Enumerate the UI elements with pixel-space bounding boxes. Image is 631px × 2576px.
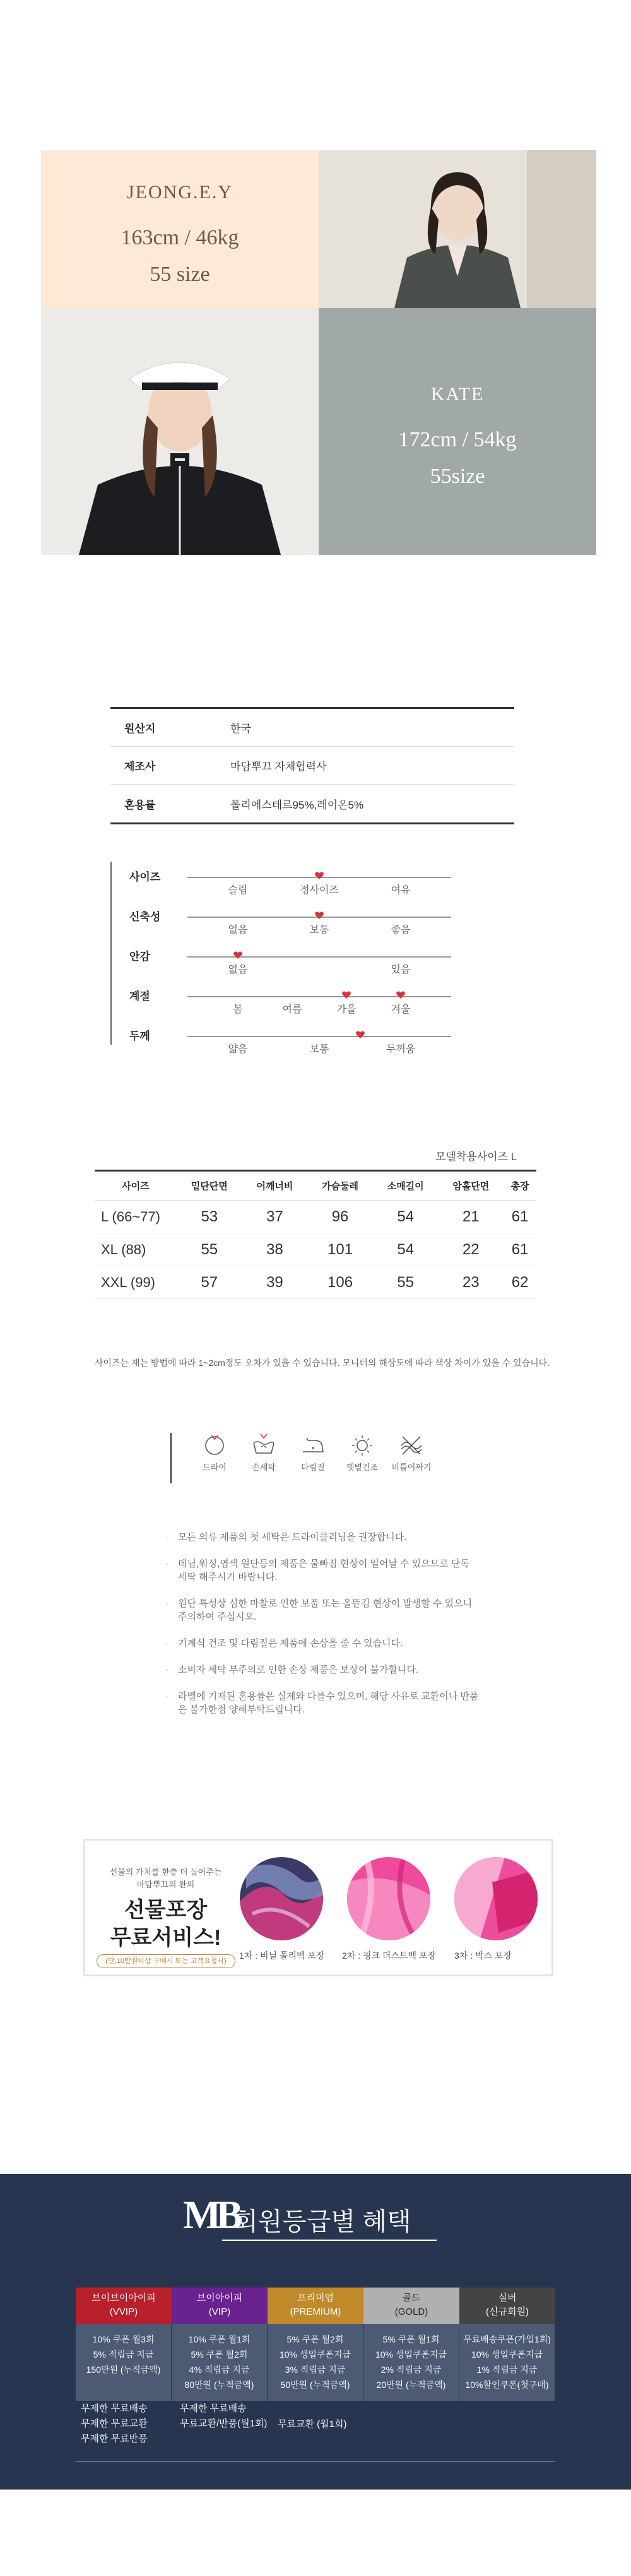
benefit-item: 3% 적립금 지급 xyxy=(285,2365,346,2375)
hand-wash-icon xyxy=(250,1432,278,1457)
membership-section xyxy=(0,2174,631,2490)
grade-name: 실버 xyxy=(498,2293,517,2303)
header-cell: 암홀단면 xyxy=(439,1171,504,1201)
size-table xyxy=(95,1170,536,1299)
info-label: 혼용률 xyxy=(124,798,156,811)
model-size: 55size xyxy=(430,465,485,488)
grade-header xyxy=(172,2288,268,2324)
benefit-item: 4% 적립금 지급 xyxy=(189,2365,250,2375)
size-cell: 39 xyxy=(242,1266,308,1299)
info-row-material xyxy=(110,785,514,822)
model-name: JEONG.E.Y xyxy=(127,182,233,203)
gift-image-dustbag xyxy=(347,1857,430,1940)
grade-name: 브이아이피 xyxy=(196,2293,243,2303)
feature-label: 두께 xyxy=(129,1030,150,1042)
wash-label: 손세탁 xyxy=(252,1463,276,1472)
info-value: 한국 xyxy=(230,723,251,735)
feature-scale-line xyxy=(187,956,451,958)
gift-image-polybag xyxy=(240,1857,323,1940)
gift-wrap-banner xyxy=(83,1839,553,1976)
benefit-item: 10% 생일쿠폰지급 xyxy=(279,2349,351,2359)
shipping-benefit xyxy=(81,2401,148,2447)
model-height-weight: 163cm / 46kg xyxy=(121,226,239,249)
feature-option: 두꺼움 xyxy=(386,1044,416,1055)
heart-icon xyxy=(314,910,324,920)
feature-option: 슬림 xyxy=(228,885,248,896)
grade-header xyxy=(363,2288,459,2324)
info-label: 원산지 xyxy=(124,723,156,735)
brand-logo: MB xyxy=(183,2192,239,2237)
bullet-icon: · xyxy=(165,1532,168,1543)
size-cell: 54 xyxy=(373,1201,439,1233)
grade-benefits xyxy=(76,2324,172,2401)
benefit-item: 80만원 (누적금액) xyxy=(184,2380,254,2390)
table-row xyxy=(95,1266,536,1299)
wash-label: 다림질 xyxy=(301,1463,325,1472)
grade-sub: (GOLD) xyxy=(394,2306,428,2317)
membership-heading: 회원등급별 혜택 xyxy=(233,2208,411,2236)
gift-subtitle-line: 선물의 가치를 한층 더 높여주는 xyxy=(109,1867,222,1877)
model-info-kate xyxy=(319,384,596,495)
size-cell: 23 xyxy=(439,1266,504,1299)
table-row xyxy=(95,1201,536,1233)
shipping-item: 무제한 무료배송 xyxy=(180,2403,247,2414)
size-cell: 62 xyxy=(504,1266,536,1299)
sun-dry-icon xyxy=(348,1432,376,1457)
wash-label: 햇볕건조 xyxy=(346,1463,379,1472)
benefit-item: 10% 생일쿠폰지급 xyxy=(471,2349,543,2359)
feature-option: 여유 xyxy=(391,885,411,896)
no-bleach-icon xyxy=(398,1432,425,1457)
size-cell: 96 xyxy=(307,1201,373,1233)
wash-item-sundry xyxy=(337,1432,387,1473)
header-cell: 소매길이 xyxy=(373,1171,439,1201)
size-cell: L (66~77) xyxy=(95,1201,177,1233)
header-cell: 어깨너비 xyxy=(242,1171,308,1201)
feature-option: 없음 xyxy=(228,965,248,975)
product-info-table xyxy=(110,707,514,824)
shipping-item: 무제한 무료배송 xyxy=(81,2403,148,2414)
bullet-icon: · xyxy=(165,1638,168,1649)
grade-header xyxy=(459,2288,555,2324)
size-cell: 22 xyxy=(439,1233,504,1266)
header-cell: 밑단단면 xyxy=(177,1171,242,1201)
benefit-item: 1% 적립금 지급 xyxy=(476,2365,538,2375)
grade-sub: (VIP) xyxy=(208,2306,231,2317)
table-row xyxy=(95,1233,536,1266)
feature-option: 좋음 xyxy=(391,925,411,935)
model-size-caption: 모델착용사이즈 L xyxy=(435,1151,517,1163)
wash-item-iron xyxy=(288,1432,338,1473)
heart-icon xyxy=(341,990,351,1000)
size-cell: 38 xyxy=(242,1233,308,1266)
grade-benefits xyxy=(363,2324,459,2401)
feature-option: 보통 xyxy=(309,1044,329,1055)
gift-subtitle-line: 마담뿌끄의 완의 xyxy=(136,1880,195,1889)
shipping-benefit xyxy=(180,2401,267,2431)
list-item xyxy=(165,1690,481,1716)
bullet-icon: · xyxy=(165,1691,168,1702)
shipping-item: 무제한 무료교환 xyxy=(81,2418,148,2429)
benefit-item: 10% 쿠폰 월1회 xyxy=(188,2334,251,2344)
size-cell: 53 xyxy=(177,1201,242,1233)
info-row-origin xyxy=(110,709,514,747)
feature-option: 얇음 xyxy=(228,1044,248,1055)
size-cell: 21 xyxy=(439,1201,504,1233)
benefit-item: 2% 적립금 지급 xyxy=(380,2365,442,2375)
benefit-item: 50만원 (누적금액) xyxy=(280,2380,350,2390)
model-info-jeong xyxy=(41,182,319,293)
feature-option: 봄 xyxy=(233,1004,243,1015)
header-cell: 총장 xyxy=(504,1171,536,1201)
size-cell: 54 xyxy=(373,1233,439,1266)
list-item xyxy=(165,1637,481,1650)
title-underline xyxy=(222,2240,437,2241)
grade-header xyxy=(268,2288,363,2324)
size-cell: 101 xyxy=(307,1233,373,1266)
feature-label: 신축성 xyxy=(129,911,161,923)
bullet-icon: · xyxy=(165,1558,168,1569)
feature-label: 계절 xyxy=(129,990,150,1002)
grade-sub: (PREMIUM) xyxy=(290,2306,341,2317)
gift-caption: 2차 : 핑크 더스트백 포장 xyxy=(342,1950,436,1961)
shipping-item: 무료교환 (월1회) xyxy=(278,2419,347,2430)
gift-title xyxy=(85,1896,246,1952)
list-item xyxy=(165,1531,481,1544)
gift-condition-badge: (단,10만원이상 구매시 또는 고객요청시) xyxy=(97,1954,235,1968)
wash-label: 드라이 xyxy=(203,1463,227,1472)
care-text: 데님,워싱,염색 원단등의 제품은 물빠짐 현상이 일어날 수 있으므로 단독 세탁 해주시기 바랍니다. xyxy=(178,1558,469,1582)
header-cell: 사이즈 xyxy=(95,1171,177,1201)
benefit-item: 5% 쿠폰 월1회 xyxy=(382,2334,440,2344)
dry-clean-icon xyxy=(201,1432,228,1457)
model-photo-jeong xyxy=(319,150,596,308)
info-label: 제조사 xyxy=(124,761,156,773)
wash-item-dry xyxy=(189,1432,240,1473)
header-cell: 가슴둘레 xyxy=(307,1171,373,1201)
feature-option: 가을 xyxy=(336,1004,357,1015)
grade-name: 골드 xyxy=(402,2293,421,2303)
gift-caption: 3차 : 박스 포장 xyxy=(454,1950,512,1961)
feature-label: 사이즈 xyxy=(129,871,161,883)
benefit-item: 5% 적립금 지급 xyxy=(93,2349,154,2359)
grade-sub: (신규회원) xyxy=(486,2306,529,2317)
size-cell: 57 xyxy=(177,1266,242,1299)
care-text: 라벨에 기재된 혼용률은 실제와 다를수 있으며, 해당 사유로 교환이나 반품은 불가한점 양해부탁드립니다. xyxy=(178,1691,479,1715)
info-value: 마담뿌끄 자체협력사 xyxy=(230,761,327,773)
bullet-icon: · xyxy=(165,1598,168,1609)
info-value: 폴리에스테르95%,레이온5% xyxy=(230,798,364,811)
feature-option: 여름 xyxy=(282,1004,302,1015)
feature-label: 안감 xyxy=(129,951,150,963)
size-cell: XXL (99) xyxy=(95,1266,177,1299)
benefit-item: 10% 생일쿠폰지급 xyxy=(375,2349,447,2359)
iron-icon xyxy=(299,1432,327,1457)
shipping-item: 무료교환/반품(월1회) xyxy=(180,2418,268,2429)
feature-option: 보통 xyxy=(309,925,329,935)
size-cell: XL (88) xyxy=(95,1233,177,1266)
size-cell: 61 xyxy=(504,1201,536,1233)
model-size: 55 size xyxy=(150,263,210,286)
grade-name: 프리미엄 xyxy=(297,2293,334,2303)
gift-subtitle xyxy=(85,1866,246,1891)
size-note: 사이즈는 재는 방법에 따라 1~2cm정도 오차가 있을 수 있습니다. 모니터의 해상도에 따라 색상 차이가 있을 수 있습니다. xyxy=(95,1358,550,1368)
feature-option: 겨울 xyxy=(391,1004,411,1015)
gift-image-box xyxy=(454,1857,538,1940)
list-item xyxy=(165,1557,481,1584)
heart-icon xyxy=(355,1030,365,1040)
feature-scale-line xyxy=(187,996,451,997)
benefit-item: 20만원 (누적금액) xyxy=(376,2380,446,2390)
care-text: 기계식 건조 및 다림질은 제품에 손상을 줄 수 있습니다. xyxy=(178,1638,403,1649)
grade-header xyxy=(76,2288,172,2324)
gift-title-line: 무료서비스! xyxy=(110,1926,221,1950)
membership-divider xyxy=(76,2461,555,2462)
feature-option: 정사이즈 xyxy=(300,885,339,896)
wash-item-nowring xyxy=(386,1432,437,1473)
shipping-item: 무제한 무료반품 xyxy=(81,2433,148,2444)
size-cell: 55 xyxy=(177,1233,242,1266)
size-cell: 106 xyxy=(307,1266,373,1299)
wash-item-handwash xyxy=(239,1432,289,1473)
heart-icon xyxy=(396,990,406,1000)
care-text: 모든 의류 제품의 첫 세탁은 드라이클리닝을 권장합니다. xyxy=(178,1532,407,1543)
benefit-item: 5% 쿠폰 월2회 xyxy=(191,2349,248,2359)
benefit-item: 10% 쿠폰 월3회 xyxy=(92,2334,155,2344)
gift-title-line: 선물포장 xyxy=(124,1898,208,1922)
wash-label: 비틀어짜기 xyxy=(391,1463,432,1472)
shipping-benefit xyxy=(278,2417,346,2432)
benefit-item: 무료배송쿠폰(가입1회) xyxy=(463,2334,551,2344)
grade-name: 브이브이아이피 xyxy=(91,2293,156,2303)
size-table-header xyxy=(95,1171,536,1201)
grade-benefits xyxy=(459,2324,555,2401)
feature-divider xyxy=(110,862,112,1045)
size-cell: 55 xyxy=(373,1266,439,1299)
model-card-kate xyxy=(41,308,596,555)
grade-sub: (VVIP) xyxy=(109,2306,138,2317)
size-cell: 61 xyxy=(504,1233,536,1266)
benefit-item: 150만원 (누적금액) xyxy=(86,2365,161,2375)
feature-option: 없음 xyxy=(228,925,248,935)
heart-icon xyxy=(233,950,243,960)
model-photo-kate xyxy=(41,308,319,555)
list-item xyxy=(165,1597,481,1623)
model-height-weight: 172cm / 54kg xyxy=(398,428,517,451)
feature-option: 있음 xyxy=(391,965,411,975)
benefit-item: 5% 쿠폰 월2회 xyxy=(286,2334,344,2344)
model-card-jeong xyxy=(41,150,596,308)
membership-title xyxy=(183,2189,486,2240)
wash-divider xyxy=(170,1433,172,1483)
heart-icon xyxy=(314,870,324,881)
info-row-manufacturer xyxy=(110,747,514,785)
list-item xyxy=(165,1663,481,1677)
care-text: 소비자 세탁 부주의로 인한 손상 제품은 보상이 불가합니다. xyxy=(178,1665,419,1675)
care-notes xyxy=(165,1531,481,1730)
model-name: KATE xyxy=(430,384,485,405)
gift-caption: 1차 : 비닐 폴리백 포장 xyxy=(239,1950,325,1961)
bullet-icon: · xyxy=(165,1665,168,1675)
grade-benefits xyxy=(268,2324,363,2401)
size-cell: 37 xyxy=(242,1201,308,1233)
grade-benefits xyxy=(172,2324,268,2401)
feature-scale-line xyxy=(187,1036,451,1037)
care-text: 원단 특성상 심한 마찰로 인한 보풀 또는 올뜯김 현상이 발생할 수 있으니 주의하여 주십시오. xyxy=(178,1598,473,1622)
benefit-item: 10%할인쿠폰(첫구매) xyxy=(465,2380,549,2390)
